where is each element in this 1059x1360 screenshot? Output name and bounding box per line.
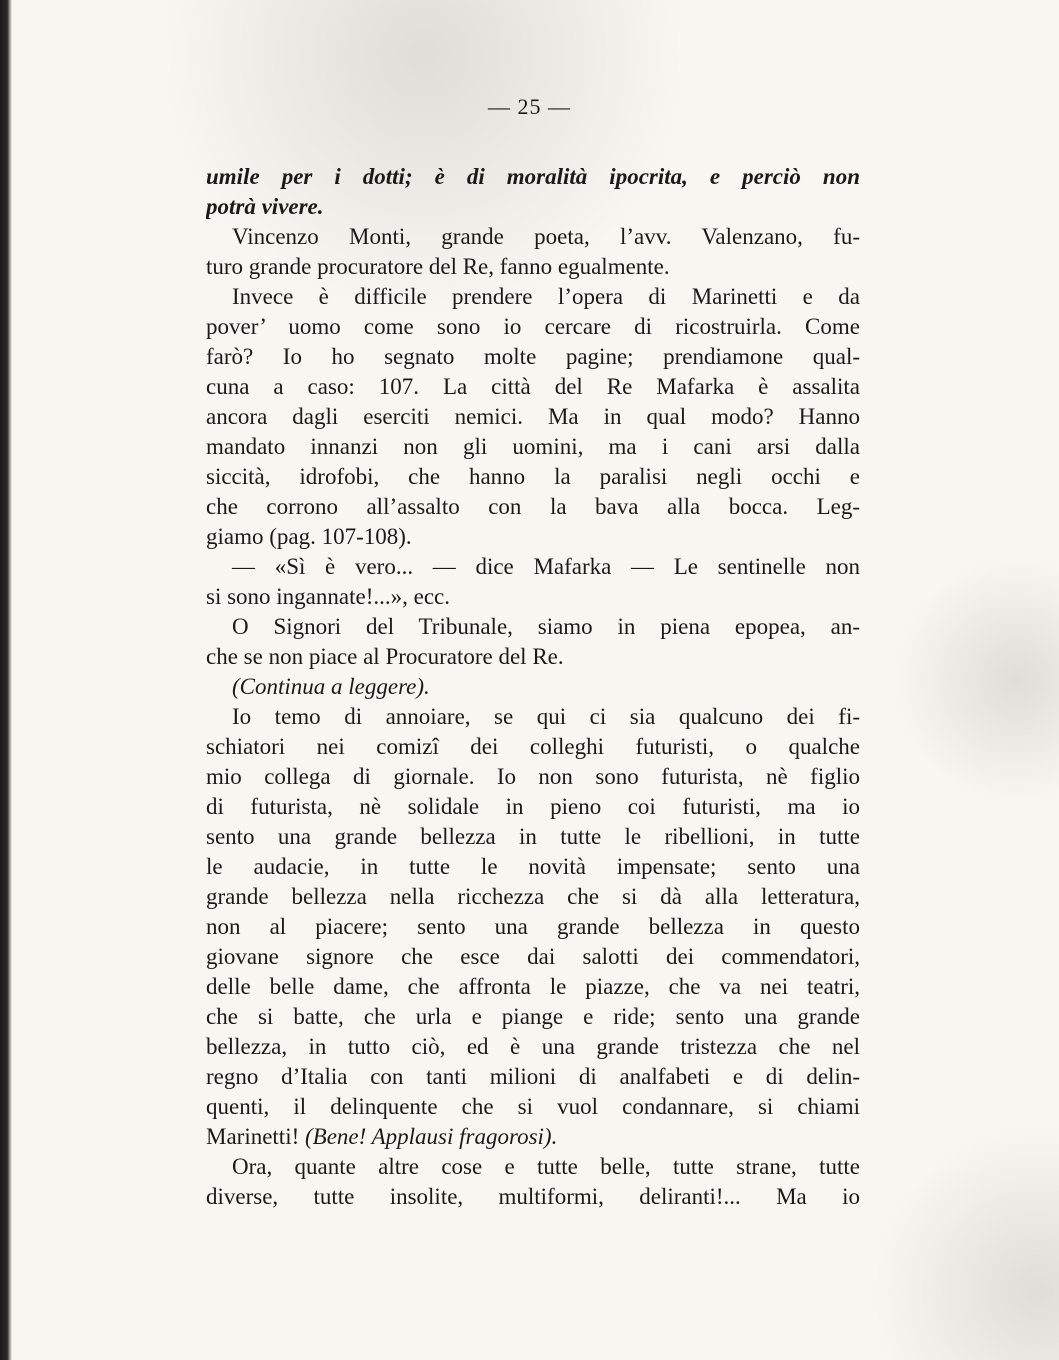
text-line-content: (Continua a leggere). [232, 674, 430, 699]
text-line-content: Io temo di annoiare, se qui ci sia qualcuno dei fi- [232, 704, 860, 729]
text-line [206, 642, 860, 672]
text-line [206, 192, 860, 222]
text-line-content: si sono ingannate!...», ecc. [206, 584, 450, 609]
text-line-content: potrà vivere. [206, 194, 324, 219]
text-line-content: le audacie, in tutte le novità impensate; sento una [206, 854, 860, 879]
text-line-content: mio collega di giornale. Io non sono futurista, nè figlio [206, 764, 860, 789]
text-line-content: Ora, quante altre cose e tutte belle, tutte strane, tutte [232, 1154, 860, 1179]
text-line-content: Invece è difficile prendere l’opera di Marinetti e da [232, 284, 860, 309]
text-line-content: che se non piace al Procuratore del Re. [206, 644, 564, 669]
text-line-content: Marinetti! [206, 1124, 305, 1149]
text-line [206, 792, 860, 822]
text-line [206, 162, 860, 192]
text-line [206, 612, 860, 642]
binding-edge [0, 0, 12, 1360]
text-line [206, 1122, 860, 1152]
text-line-content: regno d’Italia con tanti milioni di analfabeti e di delin- [206, 1064, 860, 1089]
text-line [206, 1032, 860, 1062]
text-line-content: di futurista, nè solidale in pieno coi futuristi, ma io [206, 794, 860, 819]
text-line-content: grande bellezza nella ricchezza che si dà alla letteratura, [206, 884, 860, 909]
text-line [206, 972, 860, 1002]
text-line [206, 1002, 860, 1032]
text-line [206, 432, 860, 462]
text-line-content: non al piacere; sento una grande bellezza in questo [206, 914, 860, 939]
text-line [206, 402, 860, 432]
text-line-content: che corrono all’assalto con la bava alla bocca. Leg- [206, 494, 860, 519]
stage-direction: (Bene! Applausi fragorosi). [305, 1124, 558, 1149]
text-line [206, 1092, 860, 1122]
text-line-content: pover’ uomo come sono io cercare di ricostruirla. Come [206, 314, 860, 339]
text-line [206, 882, 860, 912]
text-line [206, 912, 860, 942]
text-line [206, 522, 860, 552]
text-line-content: sento una grande bellezza in tutte le ribellioni, in tutte [206, 824, 860, 849]
text-line-content: quenti, il delinquente che si vuol condannare, si chiami [206, 1094, 860, 1119]
text-line [206, 1182, 860, 1212]
text-line-content: — «Sì è vero... — dice Mafarka — Le sentinelle non [232, 554, 860, 579]
text-line [206, 552, 860, 582]
text-line [206, 282, 860, 312]
text-line [206, 672, 860, 702]
text-line-content: O Signori del Tribunale, siamo in piena epopea, an- [232, 614, 860, 639]
text-line [206, 942, 860, 972]
text-line [206, 312, 860, 342]
body-text [206, 162, 860, 1212]
text-line-content: siccità, idrofobi, che hanno la paralisi negli occhi e [206, 464, 860, 489]
text-line-content: schiatori nei comizî dei colleghi futuristi, o qualche [206, 734, 860, 759]
text-line-content: Vincenzo Monti, grande poeta, l’avv. Valenzano, fu- [232, 224, 860, 249]
text-line [206, 222, 860, 252]
text-line-content: diverse, tutte insolite, multiformi, deliranti!... Ma io [206, 1184, 860, 1209]
text-line [206, 462, 860, 492]
text-line-content: giamo (pag. 107-108). [206, 524, 412, 549]
text-line-content: mandato innanzi non gli uomini, ma i cani arsi dalla [206, 434, 860, 459]
text-line-content: umile per i dotti; è di moralità ipocrita, e perciò non [206, 164, 860, 189]
page-number-header: — 25 — [488, 94, 571, 119]
text-line-content: giovane signore che esce dai salotti dei commendatori, [206, 944, 860, 969]
text-line [206, 1152, 860, 1182]
text-line [206, 252, 860, 282]
text-line [206, 372, 860, 402]
text-line-content: farò? Io ho segnato molte pagine; prendiamone qual- [206, 344, 860, 369]
text-line-content: turo grande procuratore del Re, fanno egualmente. [206, 254, 670, 279]
text-line-content: delle belle dame, che affronta le piazze, che va nei teatri, [206, 974, 860, 999]
text-line [206, 822, 860, 852]
text-line-content: ancora dagli eserciti nemici. Ma in qual modo? Hanno [206, 404, 860, 429]
text-line [206, 732, 860, 762]
text-line-content: che si batte, che urla e piange e ride; sento una grande [206, 1004, 860, 1029]
text-line [206, 582, 860, 612]
text-line [206, 1062, 860, 1092]
text-line-content: bellezza, in tutto ciò, ed è una grande tristezza che nel [206, 1034, 860, 1059]
text-line [206, 762, 860, 792]
text-line [206, 492, 860, 522]
text-line [206, 702, 860, 732]
text-line-content: cuna a caso: 107. La città del Re Mafarka è assalita [206, 374, 860, 399]
text-line [206, 342, 860, 372]
text-line [206, 852, 860, 882]
